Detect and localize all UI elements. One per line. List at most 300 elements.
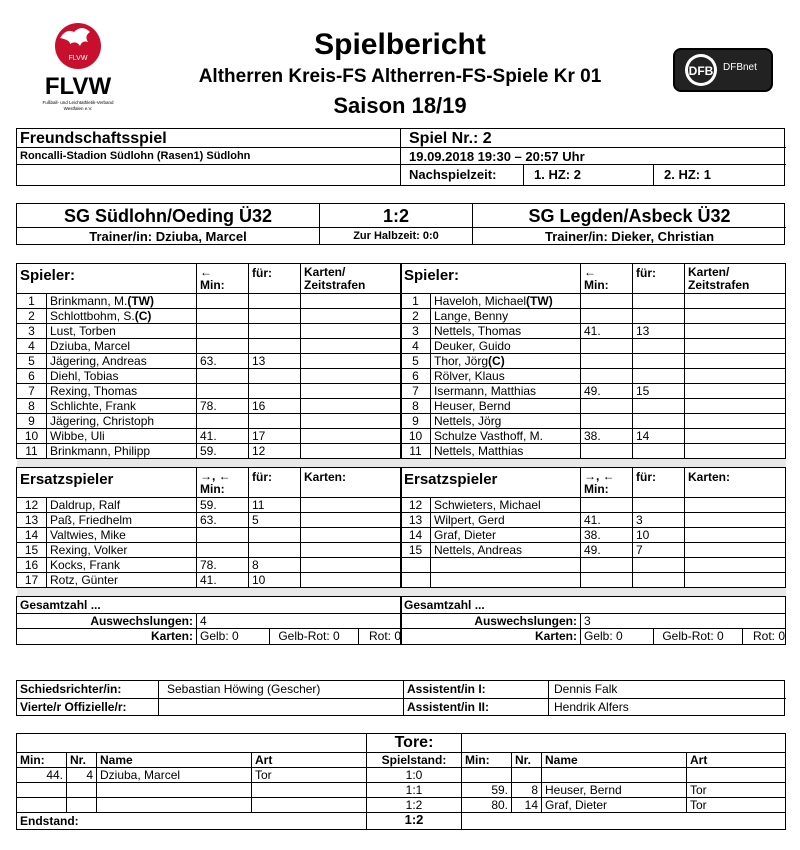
home-cards-totals-row [17, 629, 402, 645]
player-number: 7 [401, 384, 431, 399]
sub-for [249, 369, 301, 384]
player-number: 2 [401, 309, 431, 324]
away-cards-header [685, 264, 786, 294]
player-number: 9 [401, 414, 431, 429]
extra-time-label: Nachspielzeit: [401, 165, 524, 186]
player-cards [685, 399, 786, 414]
player-name [431, 339, 581, 354]
player-cards [685, 429, 786, 444]
sub-for [633, 309, 685, 324]
table-row [401, 399, 786, 414]
player-name-text: Nettels, Matthias [434, 444, 524, 458]
player-number: 1 [17, 294, 47, 309]
home-trainer: Trainer/in: Dziuba, Marcel [17, 228, 320, 245]
player-name [431, 399, 581, 414]
sub-number: 14 [401, 528, 431, 543]
away-cards-label-1: Karten/ [688, 265, 730, 279]
final-score-row [17, 813, 786, 830]
player-name [431, 429, 581, 444]
sub-for [249, 294, 301, 309]
home-subs-label: Ersatzspieler [17, 468, 197, 498]
assistant2-label: Assistent/in II: [404, 699, 549, 716]
table-row [401, 558, 786, 573]
sub-for [633, 444, 685, 459]
sub-minute: 78. [197, 399, 249, 414]
home-cards-label-2: Zeitstrafen [304, 278, 366, 292]
player-number: 10 [401, 429, 431, 444]
sub-minute: 59. [197, 498, 249, 513]
home-cards-totals [197, 629, 402, 645]
player-name [431, 444, 581, 459]
final-score-label: Endstand: [17, 813, 367, 830]
goal-score: 1:2 [367, 798, 462, 813]
goal-score: 1:0 [367, 768, 462, 783]
sub-minute [581, 399, 633, 414]
sub-number: 15 [401, 543, 431, 558]
sub-number: 13 [401, 513, 431, 528]
table-row [17, 768, 786, 783]
goal-score-header: Spielstand: [367, 753, 462, 768]
sub-for: 5 [249, 513, 301, 528]
player-name [47, 309, 197, 324]
final-score-value: 1:2 [367, 813, 462, 830]
sub-minute: 59. [197, 444, 249, 459]
officials [16, 680, 785, 716]
spacer-cell [17, 588, 402, 597]
home-subs-count-label: Auswechslungen: [17, 614, 197, 629]
player-number: 6 [17, 369, 47, 384]
home-subs-min-label: Min: [200, 482, 225, 496]
sub-for: 8 [249, 558, 301, 573]
venue: Roncalli-Stadion Südlohn (Rasen1) Südlohn [17, 148, 401, 165]
table-row [17, 384, 402, 399]
home-goal-scorer [97, 783, 252, 798]
sub-number: 16 [17, 558, 47, 573]
sub-for: 16 [249, 399, 301, 414]
sub-name: Nettels, Andreas [431, 543, 581, 558]
sub-minute [581, 369, 633, 384]
away-totals-row [401, 597, 786, 614]
table-row [17, 339, 402, 354]
player-name [47, 354, 197, 369]
player-name [431, 294, 581, 309]
home-for-header: für: [249, 264, 301, 294]
goals-header-row [17, 753, 786, 768]
away-subs-cards-header: Karten: [685, 468, 786, 498]
player-number: 8 [17, 399, 47, 414]
away-goal-type: Tor [687, 783, 786, 798]
sub-minute [581, 294, 633, 309]
away-totals-label: Gesamtzahl ... [401, 597, 786, 614]
sub-for: 15 [633, 384, 685, 399]
table-row [401, 324, 786, 339]
sub-for: 12 [249, 444, 301, 459]
home-min-arrow: ← [200, 265, 212, 279]
empty-cell [431, 558, 581, 573]
table-row [17, 414, 402, 429]
sub-number: 12 [17, 498, 47, 513]
away-cards-breakdown [581, 629, 785, 644]
assistant2-name: Hendrik Alfers [554, 700, 629, 714]
home-goal-number: 4 [67, 768, 97, 783]
sub-number: 13 [17, 513, 47, 528]
table-row [401, 309, 786, 324]
sub-cards [301, 558, 402, 573]
sub-minute [197, 309, 249, 324]
player-number: 9 [17, 414, 47, 429]
home-lineup-table [16, 263, 402, 645]
player-name-text: Wibbe, Uli [50, 429, 105, 443]
sub-cards [685, 573, 786, 588]
table-row [17, 513, 402, 528]
fourth-official-name [159, 699, 404, 716]
player-cards [301, 429, 402, 444]
away-goal-minute: 59. [462, 783, 512, 798]
empty-cell [633, 558, 685, 573]
away-cards-totals-row [401, 629, 786, 645]
away-goal-scorer [542, 768, 687, 783]
away-subs-label: Ersatzspieler [401, 468, 581, 498]
home-goal-type [252, 783, 367, 798]
player-number: 7 [17, 384, 47, 399]
sub-for [633, 354, 685, 369]
away-goal-min-header: Min: [462, 753, 512, 768]
player-cards [685, 384, 786, 399]
table-row [17, 528, 402, 543]
home-subs-for-header: für: [249, 468, 301, 498]
sub-minute [197, 339, 249, 354]
sub-number: 15 [17, 543, 47, 558]
player-name [431, 309, 581, 324]
away-min-label: Min: [584, 278, 609, 292]
away-goal-number: 8 [512, 783, 542, 798]
sub-for [249, 339, 301, 354]
assistant1-name: Dennis Falk [549, 681, 786, 699]
home-subs-header [17, 468, 402, 498]
player-cards [301, 384, 402, 399]
sub-minute [197, 543, 249, 558]
sub-for [249, 528, 301, 543]
player-name-text: Brinkmann, Philipp [50, 444, 151, 458]
away-cards-label-2: Zeitstrafen [688, 278, 750, 292]
sub-cards [685, 543, 786, 558]
player-name-text: Diehl, Tobias [50, 369, 119, 383]
away-goal-type [687, 768, 786, 783]
home-goal-nr-header: Nr. [67, 753, 97, 768]
player-role-tag: (C) [134, 309, 152, 323]
table-row [17, 573, 402, 588]
table-row [17, 309, 402, 324]
player-name [431, 369, 581, 384]
final-score: 1:2 [320, 204, 473, 228]
svg-text:DFB: DFB [688, 64, 714, 78]
player-name-text: Rölver, Klaus [434, 369, 505, 383]
away-cards-total-label: Karten: [401, 629, 581, 645]
home-players-label: Spieler: [17, 264, 197, 294]
player-role-tag: (TW) [127, 294, 155, 308]
empty-cell [581, 573, 633, 588]
sub-for: 7 [633, 543, 685, 558]
player-name [47, 294, 197, 309]
home-goal-type: Tor [252, 768, 367, 783]
sub-minute: 49. [581, 384, 633, 399]
home-subs-arrows: →, ← [200, 469, 231, 483]
home-goal-name-header: Name [97, 753, 252, 768]
player-number: 3 [17, 324, 47, 339]
away-goal-nr-header: Nr. [512, 753, 542, 768]
away-goal-scorer: Heuser, Bernd [542, 783, 687, 798]
home-goal-scorer: Dziuba, Marcel [97, 768, 252, 783]
flvw-logo-emblem: FLVW [68, 55, 88, 62]
away-goal-number: 14 [512, 798, 542, 813]
halftime-score: Zur Halbzeit: 0:0 [320, 228, 473, 245]
sub-for: 10 [633, 528, 685, 543]
sub-cards [685, 558, 786, 573]
spacer-cell [401, 588, 786, 597]
away-goal-scorer: Graf, Dieter [542, 798, 687, 813]
assistant1-label: Assistent/in I: [404, 681, 549, 699]
sub-minute: 41. [197, 573, 249, 588]
table-row [17, 444, 402, 459]
sub-for [633, 399, 685, 414]
referee-name: Sebastian Höwing (Gescher) [159, 681, 404, 699]
away-goal-number [512, 768, 542, 783]
row-spacer [401, 459, 786, 468]
table-row [17, 798, 786, 813]
player-name-text: Rexing, Thomas [50, 384, 138, 398]
table-row [17, 498, 402, 513]
sub-for: 11 [249, 498, 301, 513]
sub-minute: 41. [197, 429, 249, 444]
sub-for [633, 294, 685, 309]
player-name-text: Dziuba, Marcel [50, 339, 131, 353]
player-name [47, 414, 197, 429]
away-lineup-table [400, 263, 786, 645]
player-cards [301, 399, 402, 414]
empty-cell [401, 558, 431, 573]
player-name [431, 414, 581, 429]
player-name-text: Jägering, Andreas [50, 354, 147, 368]
sub-for [249, 324, 301, 339]
table-row [401, 339, 786, 354]
player-number: 8 [401, 399, 431, 414]
player-number: 4 [17, 339, 47, 354]
home-red-count: Rot: 0 [368, 629, 401, 643]
player-cards [685, 369, 786, 384]
sub-name: Graf, Dieter [431, 528, 581, 543]
away-goal-type-header: Art [687, 753, 786, 768]
home-goal-scorer [97, 798, 252, 813]
away-subs-count-label: Auswechslungen: [401, 614, 581, 629]
sub-name: Rotz, Günter [47, 573, 197, 588]
sub-cards [301, 573, 402, 588]
row-spacer [401, 588, 786, 597]
away-subs-header [401, 468, 786, 498]
away-subs-count: 3 [581, 614, 786, 629]
player-cards [685, 309, 786, 324]
away-red-count: Rot: 0 [752, 629, 785, 643]
sub-minute: 41. [581, 324, 633, 339]
spacer-cell [401, 459, 786, 468]
player-number: 1 [401, 294, 431, 309]
game-number: Spiel Nr.: 2 [401, 129, 786, 148]
player-name-text: Lust, Torben [50, 324, 116, 338]
sub-for [633, 339, 685, 354]
home-totals-row [17, 597, 402, 614]
home-goal-minute [17, 798, 67, 813]
sub-cards [685, 528, 786, 543]
sub-name: Paß, Friedhelm [47, 513, 197, 528]
match-info [16, 128, 785, 186]
away-goal-name-header: Name [542, 753, 687, 768]
home-subs-cards-header: Karten: [301, 468, 402, 498]
table-row [17, 369, 402, 384]
table-row [17, 558, 402, 573]
sub-minute [581, 354, 633, 369]
match-type: Freundschaftsspiel [17, 129, 401, 148]
player-number: 11 [401, 444, 431, 459]
sub-name: Rexing, Volker [47, 543, 197, 558]
player-number: 5 [17, 354, 47, 369]
second-half-extra: 2. HZ: 1 [664, 167, 711, 182]
home-subs-min-header [197, 468, 249, 498]
player-cards [685, 339, 786, 354]
away-goal-type: Tor [687, 798, 786, 813]
empty-cell [581, 558, 633, 573]
table-row [17, 783, 786, 798]
empty-cell [17, 734, 367, 753]
sub-for [249, 309, 301, 324]
table-row [401, 543, 786, 558]
sub-minute [197, 414, 249, 429]
spacer-cell [17, 459, 402, 468]
table-row [17, 399, 402, 414]
table-row [401, 429, 786, 444]
player-name [431, 324, 581, 339]
table-row [401, 513, 786, 528]
sub-minute: 38. [581, 528, 633, 543]
sub-for [633, 414, 685, 429]
away-subs-min-header [581, 468, 633, 498]
table-row [17, 543, 402, 558]
home-cards-header [301, 264, 402, 294]
flvw-logo [30, 22, 126, 122]
sub-cards [301, 513, 402, 528]
table-row [401, 294, 786, 309]
table-row [17, 354, 402, 369]
player-name [47, 384, 197, 399]
home-cards-total-label: Karten: [17, 629, 197, 645]
player-role-tag: (C) [488, 354, 505, 368]
player-cards [301, 369, 402, 384]
sub-for [249, 384, 301, 399]
player-name-text: Schlottbohm, S. [50, 309, 135, 323]
sub-for: 13 [249, 354, 301, 369]
player-name-text: Thor, Jörg [434, 354, 489, 368]
player-name-text: Jägering, Christoph [50, 414, 155, 428]
player-cards [685, 324, 786, 339]
sub-number: 14 [17, 528, 47, 543]
table-row [401, 528, 786, 543]
home-players-header [17, 264, 402, 294]
sub-minute [197, 528, 249, 543]
sub-minute [197, 294, 249, 309]
sub-name: Wilpert, Gerd [431, 513, 581, 528]
sub-minute: 63. [197, 354, 249, 369]
sub-minute [197, 384, 249, 399]
player-number: 10 [17, 429, 47, 444]
away-goal-minute [462, 768, 512, 783]
home-yellow-red-count: Gelb-Rot: 0 [270, 629, 359, 644]
player-name [47, 399, 197, 414]
sub-minute: 49. [581, 543, 633, 558]
sub-minute: 38. [581, 429, 633, 444]
dfbnet-logo [673, 48, 773, 92]
player-cards [685, 444, 786, 459]
home-cards-breakdown [197, 629, 401, 644]
table-row [401, 354, 786, 369]
player-name-text: Isermann, Matthias [434, 384, 537, 398]
sub-minute [581, 444, 633, 459]
away-players-label: Spieler: [401, 264, 581, 294]
player-name [431, 354, 581, 369]
home-subs-count-row [17, 614, 402, 629]
player-number: 3 [401, 324, 431, 339]
away-subs-count-row [401, 614, 786, 629]
player-name-text: Schulze Vasthoff, M. [434, 429, 543, 443]
player-number: 4 [401, 339, 431, 354]
player-cards [301, 309, 402, 324]
sub-for: 10 [249, 573, 301, 588]
away-players-header [401, 264, 786, 294]
fourth-official-label: Vierte/r Offizielle/r: [17, 699, 159, 716]
sub-number: 17 [17, 573, 47, 588]
goals-title: Tore: [367, 734, 462, 753]
goals-title-row [17, 734, 786, 753]
sub-minute: 41. [581, 513, 633, 528]
referee-label: Schiedsrichter/in: [17, 681, 159, 699]
player-name [47, 324, 197, 339]
table-row [401, 414, 786, 429]
sub-cards [685, 513, 786, 528]
sub-for [633, 369, 685, 384]
away-subs-arrows: →, ← [584, 469, 615, 483]
player-number: 6 [401, 369, 431, 384]
away-goal-minute: 80. [462, 798, 512, 813]
report-header [0, 0, 800, 128]
home-goal-number [67, 783, 97, 798]
flvw-logo-caption: Fußball- und Leichtathletik-Verband Westfalen e.V. [42, 100, 114, 111]
goals-table [16, 733, 786, 830]
score-box [16, 203, 785, 245]
dfbnet-logo-text: DFBnet [723, 62, 757, 73]
home-subs-count: 4 [197, 614, 402, 629]
player-name-text: Nettels, Jörg [434, 414, 502, 428]
empty-cell [462, 734, 786, 753]
home-goal-type [252, 798, 367, 813]
sub-cards [301, 528, 402, 543]
sub-for: 14 [633, 429, 685, 444]
competition-name: Altherren Kreis-FS Altherren-FS-Spiele Kr 01 [198, 66, 602, 87]
season-label: Saison 18/19 [333, 93, 467, 118]
player-role-tag: (TW) [526, 294, 553, 308]
player-name [47, 339, 197, 354]
sub-name: Kocks, Frank [47, 558, 197, 573]
first-half-extra: 1. HZ: 2 [524, 165, 654, 186]
away-for-header: für: [633, 264, 685, 294]
table-row [17, 294, 402, 309]
home-team: SG Südlohn/Oeding Ü32 [17, 204, 320, 228]
